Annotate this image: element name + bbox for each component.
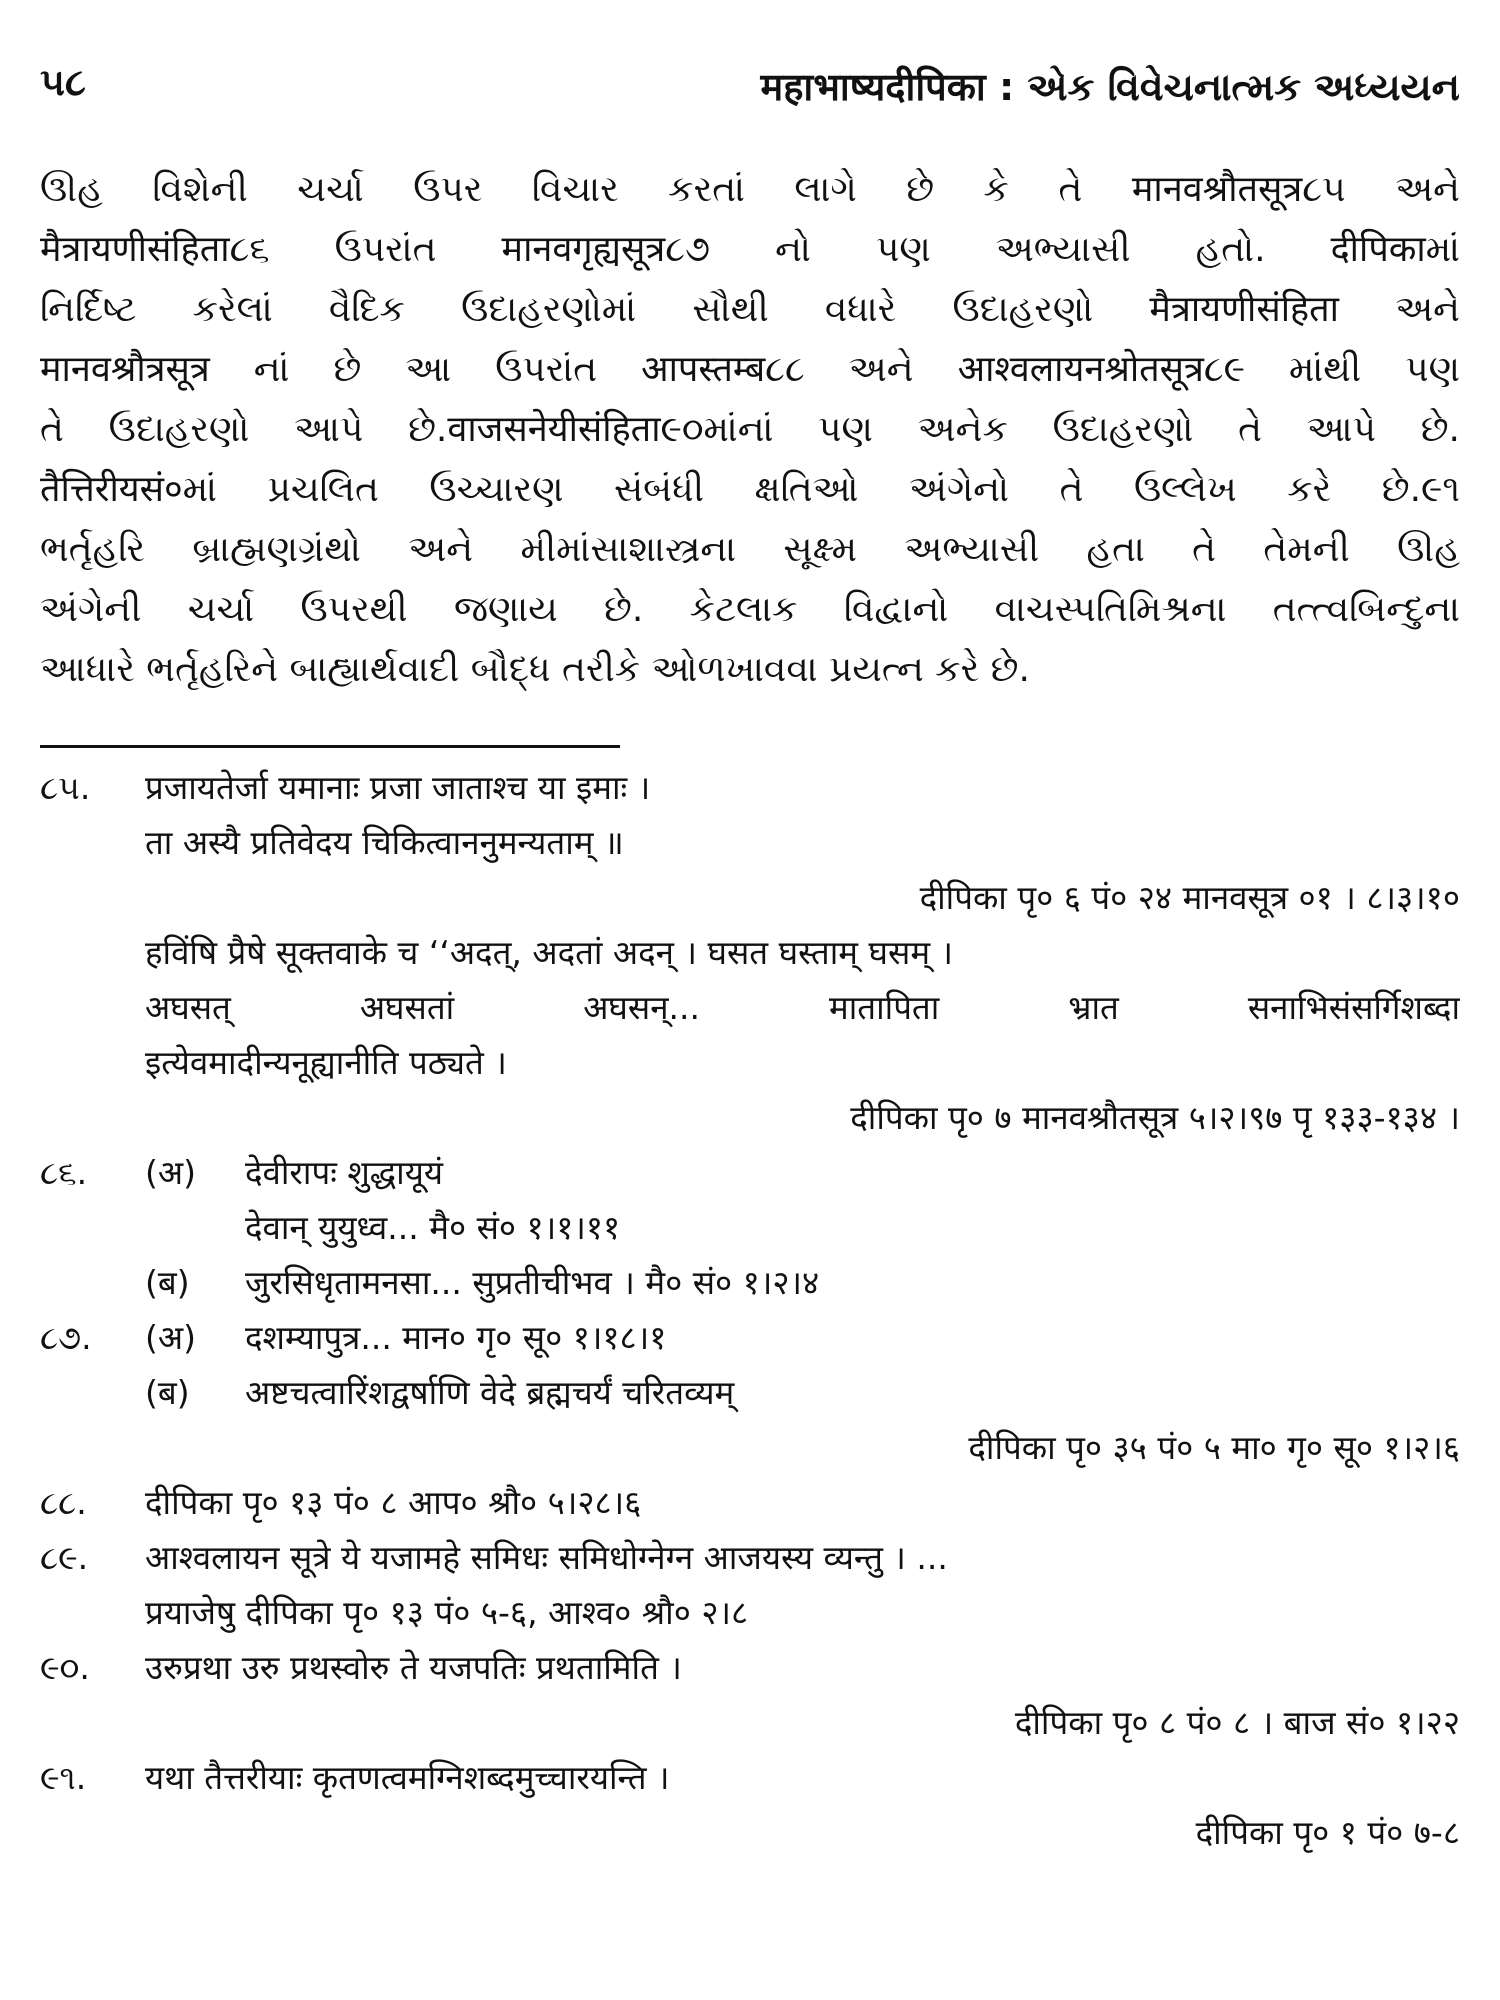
footnote-90 [40,1640,1460,1695]
footnote-number: ૮૯. [40,1538,89,1577]
page-header [40,60,1460,120]
footnote-line: देवान् युयुध्व... मै० सं० १।१।११ [245,1208,621,1247]
footnote-reference: दीपिका पृ० ७ मानवश्रौतसूत्र ५।२।९७ पृ १३३-१३४ । [850,1098,1460,1137]
footnote-reference: दीपिका पृ० ६ पं० २४ मानवसूत्र ०१ । ८।३।१० [919,878,1460,917]
footnote-line [40,1365,1460,1420]
body-line: નિર્દિષ્ટ કરેલાં વૈદિક ઉદાહરણોમાં સૌથી વધારે ઉદાહરણો मैत्रायणीसंहिता અને [40,289,1460,330]
footnote-86 [40,1145,1460,1200]
footnote-line: हविंषि प्रैषे सूक्तवाके च ‘‘अदत्, अदतां अदन् । घसत घस्ताम् घसम् । [145,933,954,972]
footnote-number: ૮૬. [40,1153,88,1192]
footnote-sublabel: (ब) [145,1263,190,1302]
body-line: તે ઉદાહરણો આપે છે.वाजसनेयीसंहिता૯૦માંનાં પણ અનેક ઉદાહરણો તે આપે છે. [40,409,1460,450]
body-line: આધારે ભર્તૃહરિને બાહ્યાર્થવાદી બૌદ્ધ તરીકે ઓળખાવવા પ્રયત્ન કરે છે. [40,649,1030,690]
footnote-text: जुरसिधृतामनसा... सुप्रतीचीभव । मै० सं० १।२।४ [245,1263,820,1302]
footnotes [40,760,1460,1860]
footnote-divider [40,745,620,748]
body-line: मैत्रायणीसंहिता૮૬ ઉપરાંત मानवगृह्यसूत्र૮૭ નો પણ અભ્યાસી હતો. दीपिकाમાં [40,229,1460,270]
footnote-text: अष्टचत्वारिंशद्वर्षाणि वेदे ब्रह्मचर्यं चरितव्यम् [245,1373,735,1412]
footnote-sublabel: (अ) [145,1153,196,1192]
footnote-number: ૮૫. [40,768,91,807]
body-line: मानवश्रौत्रसूत्र નાં છે આ ઉપરાંત आपस्तम्ब૮૮ અને आश्वलायनश्रोतसूत्र૮૯ માંથી પણ [40,349,1460,390]
footnote-87 [40,1310,1460,1365]
footnote-sublabel: (ब) [145,1373,190,1412]
footnote-line [40,1255,1460,1310]
footnote-text: उरुप्रथा उरु प्रथस्वोरु ते यजपतिः प्रथतामिति । [145,1648,682,1687]
footnote-reference: दीपिका पृ० ८ पं० ८ । बाज सं० १।२२ [1014,1703,1460,1742]
footnote-line: प्रयाजेषु दीपिका पृ० १३ पं० ५-६, आश्व० श्रौ० २।८ [145,1593,749,1632]
footnote-line: इत्येवमादीन्यनूह्यानीति पठ्यते । [145,1043,507,1082]
footnote-number: ૮૮. [40,1483,87,1522]
footnote-85 [40,760,1460,815]
footnote-88 [40,1475,1460,1530]
body-line: ઊહ વિશેની ચર્ચા ઉપર વિચાર કરતાં લાગે છે કે તે मानवश्रौतसूत्र૮૫ અને [40,169,1460,210]
body-line: ભર્તૃહરિ બ્રાહ્મણગ્રંથો અને મીમાંસાશાસ્ત્રના સૂક્ષ્મ અભ્યાસી હતા તે તેમની ઊહ [40,529,1460,570]
footnote-text: दीपिका पृ० १३ पं० ८ आप० श्रौ० ५।२८।६ [145,1483,642,1522]
footnote-reference: दीपिका पृ० १ पं० ७-८ [1195,1813,1460,1852]
running-title: महाभाष्यदीपिका : એક વિવેચનાત્મક અધ્યયન [760,65,1460,109]
footnote-line: ता अस्यै प्रतिवेदय चिकित्वाननुमन्यताम् ॥ [145,823,624,862]
footnote-91 [40,1750,1460,1805]
footnote-text: प्रजायतेर्जा यमानाः प्रजा जाताश्च या इमाः । [145,768,651,807]
footnote-text: आश्वलायन सूत्रे ये यजामहे समिधः समिधोग्नेग्न आजयस्य व्यन्तु । ... [145,1538,948,1577]
body-line: અંગેની ચર્ચા ઉપરથી જણાય છે. કેટલાક વિદ્વાનો વાચસ્પતિમિશ્રના તત્ત્વબિન્દુના [40,589,1460,630]
footnote-sublabel: (अ) [145,1318,196,1357]
footnote-number: ૯૧. [40,1758,87,1797]
footnote-89 [40,1530,1460,1585]
footnote-text: देवीरापः शुद्धायूयं [245,1153,443,1192]
page-number: ૫૮ [40,60,86,104]
footnote-number: ૮૭. [40,1318,92,1357]
body-line: तैत्तिरीयसं०માં પ્રચલિત ઉચ્ચારણ સંબંધી ક્ષતિઓ અંગેનો તે ઉલ્લેખ કરે છે.૯૧ [40,469,1460,510]
footnote-number: ૯૦. [40,1648,90,1687]
footnote-text: यथा तैत्तरीयाः कृतणत्वमग्निशब्दमुच्चारयन्ति । [145,1758,670,1797]
footnote-reference: दीपिका पृ० ३५ पं० ५ मा० गृ० सू० १।२।६ [968,1428,1460,1467]
footnote-line: अघसत् अघसतां अघसन्... मातापिता भ्रात सनाभिसंसर्गिशब्दा [145,988,1460,1027]
body-paragraph [40,160,1460,700]
footnote-text: दशम्यापुत्र... मान० गृ० सू० १।१८।१ [245,1318,667,1357]
